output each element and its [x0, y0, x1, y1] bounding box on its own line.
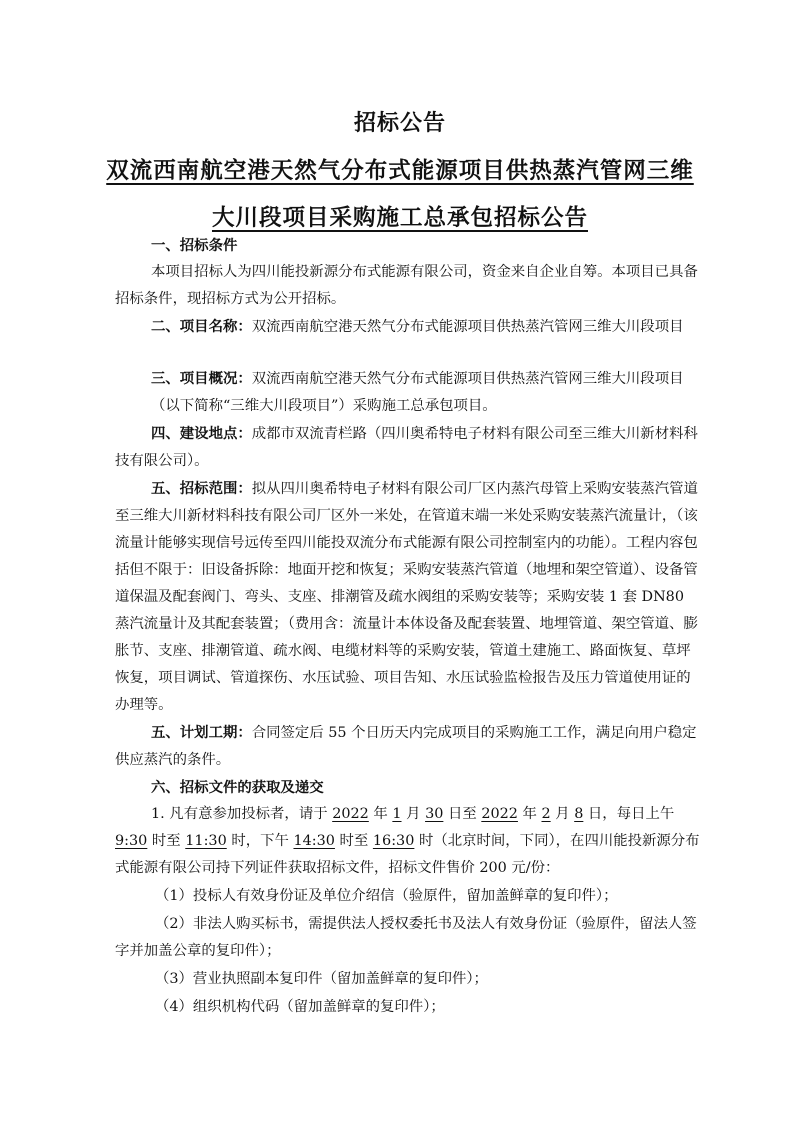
afternoon-start-time: 14:30: [293, 833, 335, 849]
afternoon-end-time: 16:30: [372, 833, 415, 849]
text-span: 时，下午: [226, 833, 294, 849]
end-day: 8: [574, 806, 584, 822]
end-year: 2022: [481, 806, 518, 822]
section-schedule-heading: 五、计划工期：: [151, 724, 252, 741]
text-span: 日至: [443, 806, 482, 822]
section-tender-scope-heading: 五、招标范围：: [151, 480, 252, 497]
section-project-name-text: 双流西南航空港天然气分布式能源项目供热蒸汽管网三维大川段项目: [251, 319, 684, 335]
text-span: 时（北京时间，下同），在四川能投新源分布式能源有限公司持下列证件获取招标文件，招标文件售价 200 元/份：: [115, 833, 700, 876]
text-span: 年: [368, 806, 393, 822]
required-document-item: （1）投标人有效身份证及单位介绍信（验原件，留加盖鲜章的复印件）；: [155, 888, 618, 904]
text-span: 1. 凡有意参加投标者，请于: [151, 806, 333, 822]
project-title-line-1: 双流西南航空港天然气分布式能源项目供热蒸汽管网三维: [106, 158, 694, 184]
blank-line: [115, 341, 700, 365]
required-document-item: （3）营业执照副本复印件（留加盖鲜章的复印件）；: [155, 971, 488, 987]
document-body: [115, 232, 700, 1021]
section-documents-paragraph: [115, 801, 700, 882]
required-document-item: （2）非法人购买标书，需提供法人授权委托书及法人有效身份证（验原件，留法人签字并加盖公章的复印件）；: [115, 916, 697, 959]
text-span: 月: [550, 806, 575, 822]
start-year: 2022: [332, 806, 369, 822]
text-span: 日，每日上午: [583, 806, 675, 822]
section-project-overview-heading: 三、项目概况：: [151, 370, 252, 387]
section-project-name: [115, 313, 700, 341]
text-span: 月: [401, 806, 426, 822]
start-day: 30: [425, 806, 444, 822]
section-project-name-heading: 二、项目名称：: [151, 318, 252, 335]
text-span: 年: [517, 806, 542, 822]
section-construction-site: [115, 420, 700, 475]
project-title-line-2: 大川段项目采购施工总承包招标公告: [211, 205, 588, 231]
section-tender-scope: [115, 475, 700, 719]
document-title: 招标公告: [353, 110, 446, 136]
start-month: 1: [392, 806, 402, 822]
section-tender-conditions-text: 本项目招标人为四川能投新源分布式能源有限公司，资金来自企业自筹。本项目已具备招标条件，现招标方式为公开招标。: [115, 264, 698, 307]
section-tender-conditions-heading: 一、招标条件: [151, 237, 238, 254]
morning-start-time: 9:30: [115, 833, 148, 849]
section-construction-site-text: 成都市双流青栏路（四川奥希特电子材料有限公司至三维大川新材料科技有限公司）。: [115, 426, 698, 469]
required-document-item: （4）组织机构代码（留加盖鲜章的复印件）；: [155, 999, 445, 1015]
end-month: 2: [541, 806, 551, 822]
text-span: 时至: [147, 833, 186, 849]
morning-end-time: 11:30: [185, 833, 227, 849]
section-tender-scope-text: 拟从四川奥希特电子材料有限公司厂区内蒸汽母管上采购安装蒸汽管道至三维大川新材料科技有限公司厂区外一米处，在管道末端一米处采购安装蒸汽流量计，（该流量计能够实现信号远传至四川能投双流分布式能源有限公司控制室内的功能）。工程内容包括但不限于：旧设备拆除：地面开挖和恢复；采购安装蒸汽管道（地埋和架空管道）、设备管道保温及配套阀门、弯头、支座、排潮管及疏水阀组的采购安装等；采购安装 1 套 DN80 蒸汽流量计及其配套装置；（费用含：流量计本体设备及配套装置、地埋管道、架空管道、膨胀节、支座、排潮管道、疏水阀、电缆材料等的采购安装，管道土建施工、路面恢复、草坪恢复，项目调试、管道探伤、水压试验、项目告知、水压试验监检报告及压力管道使用证的办理等。: [115, 481, 698, 713]
section-construction-site-heading: 四、建设地点：: [151, 425, 252, 442]
section-project-overview: [115, 365, 700, 420]
section-project-overview-text: 双流西南航空港天然气分布式能源项目供热蒸汽管网三维大川段项目（以下简称“三维大川段项目”）采购施工总承包项目。: [151, 371, 684, 414]
section-schedule-text: 合同签定后 55 个日历天内完成项目的采购施工工作，满足向用户稳定供应蒸汽的条件。: [115, 725, 697, 768]
section-documents-heading: 六、招标文件的获取及递交: [151, 779, 324, 796]
section-schedule: [115, 719, 700, 774]
text-span: 时至: [334, 833, 373, 849]
